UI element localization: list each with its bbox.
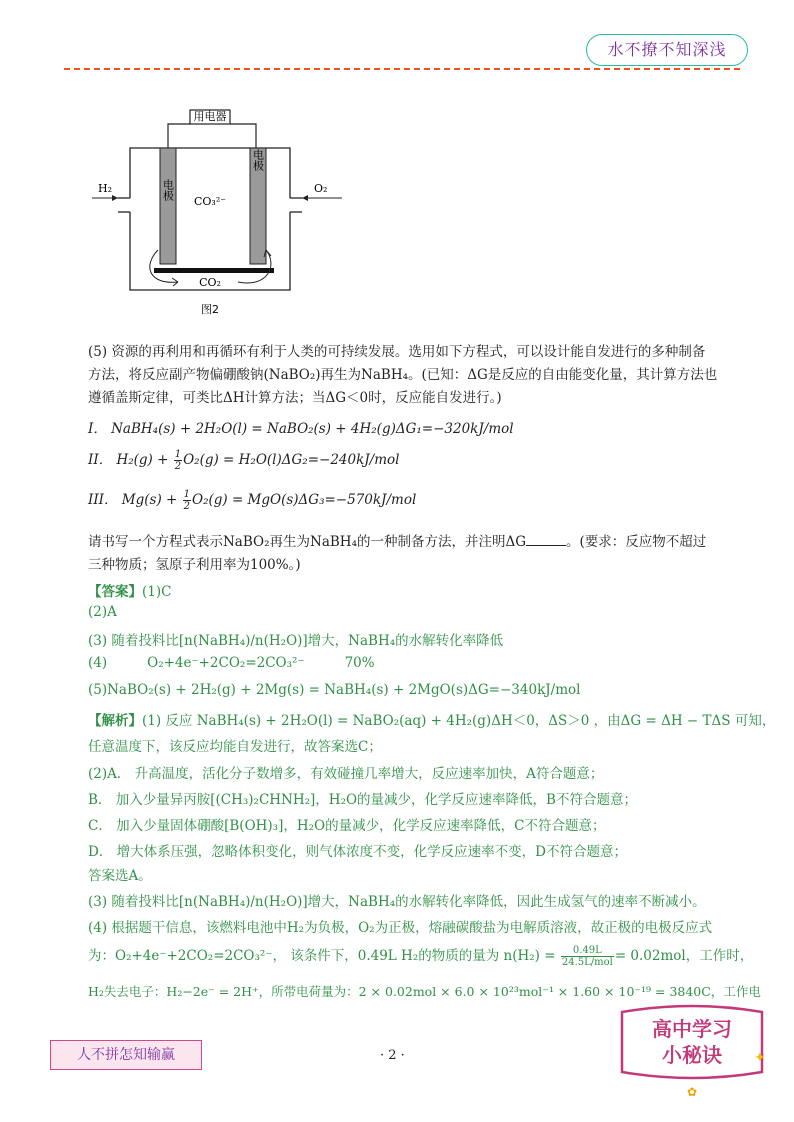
left-electrode-label: 电极 <box>161 179 175 201</box>
header-motto: 水不撩不知深浅 <box>586 34 748 66</box>
analysis-line-6: D． 增大体系压强，忽略体积变化，则气体浓度不变，化学反应速率不变，D不符合题意； <box>88 844 627 860</box>
page-number: · 2 · <box>380 1048 405 1063</box>
analysis-line-5: C． 加入少量固体硼酸[B(OH)₃]，H₂O的量减少，化学反应速率降低，C不符合题意； <box>88 818 606 834</box>
analysis-line-9: (4) 根据题干信息，该燃料电池中H₂为负极，O₂为正极，熔融碳酸盐为电解质溶液，故正极的电极反应式 <box>88 920 713 936</box>
analysis-line-7: 答案选A。 <box>88 868 152 884</box>
co2-label: CO₂ <box>199 276 221 289</box>
q5-requirement: 请书写一个方程式表示NaBO₂再生为NaBH₄的一种制备方法，并注明ΔG 。(要求：反应物不超过 <box>88 534 707 550</box>
electrolyte-label: CO₃²⁻ <box>193 195 227 208</box>
o2-label: O₂ <box>314 182 328 195</box>
h2-label: H₂ <box>98 182 113 195</box>
analysis-line-11: H₂失去电子：H₂−2e⁻ = 2H⁺，所带电荷量为：2 × 0.02mol × 6.0 × 10²³mol⁻¹ × 1.60 × 10⁻¹⁹ = 3840C，工作电 <box>88 984 761 999</box>
answer-3: (3) 随着投料比[n(NaBH₄)/n(H₂O)]增大，NaBH₄的水解转化率降低 <box>88 633 504 649</box>
answer-2: (2)A <box>88 604 117 620</box>
bottom-plate <box>154 268 274 273</box>
header-divider <box>64 68 740 70</box>
equation-3: III． Mg(s) + $\frac{1}{2}$ O₂(g) = MgO(s)ΔG₃=−570kJ/mol <box>88 489 417 512</box>
figure-caption: 图2 <box>201 303 219 316</box>
answer-4: (4) O₂+4e⁻+2CO₂=2CO₃²⁻ 70% <box>88 655 375 671</box>
analysis-line-4: B． 加入少量异丙胺[(CH₃)₂CHNH₂]，H₂O的量减少，化学反应速率降低，B不符合题意； <box>88 792 637 808</box>
analysis-line-3: (2)A． 升高温度，活化分子数增多，有效碰撞几率增大，反应速率加快，A符合题意； <box>88 766 604 782</box>
analysis-line-10: 为：O₂+4e⁻+2CO₂=2CO₃²⁻， 该条件下，0.49L H₂的物质的量为 n(H₂) = $\frac{0.49L}{\text{24.5L/mol}}$ = 0.02mol，工作时， <box>88 945 754 968</box>
study-tips-badge <box>612 1000 772 1100</box>
badge-line1: 高中学习 <box>652 1017 732 1041</box>
equation-2: II． H₂(g) + $\frac{1}{2}$ O₂(g) = H₂O(l)ΔG₂=−240kJ/mol <box>88 449 400 472</box>
analysis-line-2: 任意温度下，该反应均能自发进行，故答案选C； <box>88 739 382 755</box>
badge-line2: 小秘诀 <box>662 1043 722 1067</box>
answer-1: 【答案】(1)C <box>88 584 172 600</box>
footer-motto: 人不拼怎知输赢 <box>50 1040 202 1070</box>
sparkle-icon: ✦ <box>754 1050 766 1066</box>
equation-1: I． NaBH₄(s) + 2H₂O(l) = NaBO₂(s) + 4H₂(g)ΔG₁=−320kJ/mol <box>88 421 514 437</box>
load-label: 用电器 <box>193 110 227 123</box>
analysis-line-8: (3) 随着投料比[n(NaBH₄)/n(H₂O)]增大，NaBH₄的水解转化率降低，因此生成氢气的速率不断减小。 <box>88 894 706 910</box>
fuel-cell-diagram <box>88 100 358 325</box>
q5-requirement-line2: 三种物质；氢原子利用率为100%。) <box>88 557 301 573</box>
left-electrode <box>160 148 176 264</box>
answer-blank <box>526 533 566 546</box>
q5-line3: 遵循盖斯定律，可类比ΔH计算方法；当ΔG＜0时，反应能自发进行。) <box>88 390 502 406</box>
q5-line1: (5) 资源的再利用和再循环有利于人类的可持续发展。选用如下方程式，可以设计能自发进行的多种制备 <box>88 344 706 360</box>
q5-line2: 方法，将反应副产物偏硼酸钠(NaBO₂)再生为NaBH₄。(已知：ΔG是反应的自由能变化量，其计算方法也 <box>88 367 718 383</box>
answer-5: (5)NaBO₂(s) + 2H₂(g) + 2Mg(s) = NaBH₄(s) + 2MgO(s)ΔG=−340kJ/mol <box>88 682 581 698</box>
right-electrode-label: 电极 <box>251 149 265 171</box>
flower-icon: ✿ <box>686 1085 698 1099</box>
analysis-line-1: 【解析】(1) 反应 NaBH₄(s) + 2H₂O(l) = NaBO₂(aq) + 4H₂(g)ΔH＜0，ΔS＞0 ，由ΔG = ΔH − TΔS 可知， <box>88 713 776 729</box>
